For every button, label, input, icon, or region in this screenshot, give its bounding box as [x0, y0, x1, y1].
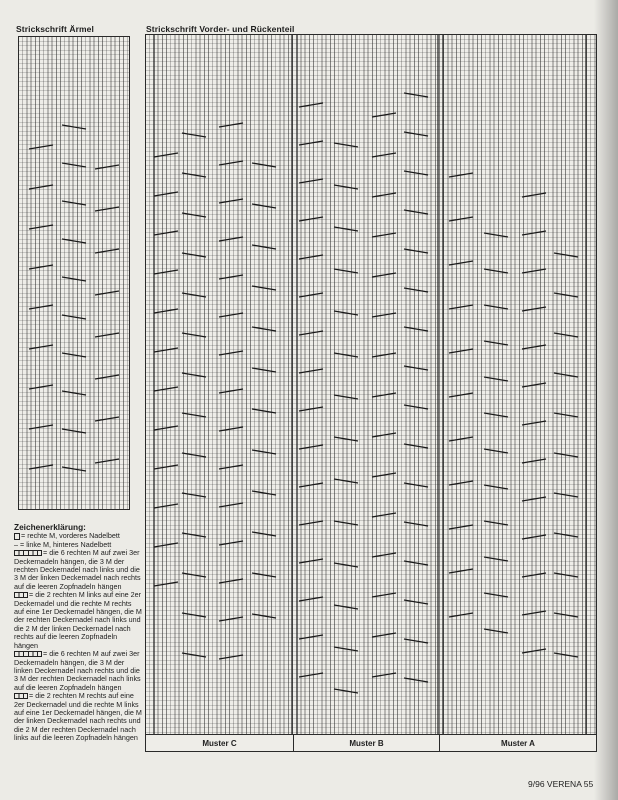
cable-cross-mark [95, 291, 119, 295]
cable-cross-mark [554, 373, 578, 377]
cable-cross-mark [334, 353, 358, 357]
cable-cross-mark [182, 533, 206, 537]
cable-cross-mark [299, 635, 323, 639]
cable-cross-mark [484, 269, 508, 273]
cable-cross-mark [182, 453, 206, 457]
cable-cross-mark [372, 553, 396, 557]
cable-cross-mark [95, 417, 119, 421]
cable-cross-mark [404, 249, 428, 253]
cable-cross-mark [219, 351, 243, 355]
cable-cross-mark [334, 521, 358, 525]
cable-cross-mark [554, 293, 578, 297]
cable-cross-mark [404, 405, 428, 409]
cable-cross-mark [449, 261, 473, 265]
cable-cross-mark [252, 163, 276, 167]
cable-cross-mark [95, 165, 119, 169]
cable-cross-mark [62, 239, 86, 243]
cable-cross-mark [299, 673, 323, 677]
cable-cross-mark [219, 199, 243, 203]
cable-cross-mark [449, 349, 473, 353]
cable-cross-mark [334, 605, 358, 609]
main-chart-title: Strickschrift Vorder- und Rückenteil [146, 24, 295, 34]
cable-cross-mark [299, 407, 323, 411]
cable-cross-mark [334, 143, 358, 147]
cable-cross-mark [29, 305, 53, 309]
cable-cross-mark [404, 288, 428, 292]
cable-cross-mark [404, 444, 428, 448]
cable-cross-mark [29, 385, 53, 389]
cable-cross-mark [95, 459, 119, 463]
cable-cross-mark [484, 341, 508, 345]
cable-cross-mark [449, 393, 473, 397]
cable-cross-mark [334, 311, 358, 315]
legend-entry: = die 2 rechten M rechts auf eine 2er Deckernadel und die rechte M links auf eine 1er Deckernadel hängen, die M der linken Deckernadel nach rechts und die 2 M der rechten Deckernadel nach links auf die leeren Zopfnadeln hängen [14, 691, 142, 743]
cable-cross-mark [299, 293, 323, 297]
cable-cross-mark [154, 465, 178, 469]
cable-cross-mark [334, 647, 358, 651]
cable-cross-mark [404, 561, 428, 565]
main-knitting-grid [145, 34, 597, 735]
cable-cross-mark [299, 559, 323, 563]
cable-cross-mark [522, 269, 546, 273]
cable-cross-mark [522, 459, 546, 463]
cable-cross-mark [62, 163, 86, 167]
cable-cross-mark [252, 327, 276, 331]
cable-cross-mark [299, 597, 323, 601]
cable-cross-mark [62, 277, 86, 281]
cable-cross-mark [154, 153, 178, 157]
cable-cross-mark [182, 173, 206, 177]
cable-cross-mark [95, 333, 119, 337]
cable-cross-mark [404, 483, 428, 487]
cable-cross-mark [29, 425, 53, 429]
panel-label-muster-c: Muster C [146, 735, 294, 751]
cable-cross-mark [95, 375, 119, 379]
cable-cross-mark [154, 270, 178, 274]
cable-cross-mark [484, 629, 508, 633]
cable-cross-mark [299, 521, 323, 525]
sleeve-cable-marks [19, 37, 129, 509]
cable-cross-mark [62, 201, 86, 205]
cable-cross-mark [522, 611, 546, 615]
cable-cross-mark [154, 231, 178, 235]
legend-heading: Zeichenerklärung: [14, 522, 86, 532]
cable-cross-mark [299, 255, 323, 259]
cable-cross-mark [372, 353, 396, 357]
cable-cross-mark [522, 421, 546, 425]
cable-cross-mark [182, 413, 206, 417]
cable-cross-mark [182, 653, 206, 657]
page-number: 9/96 VERENA 55 [528, 779, 594, 789]
cable-cross-mark [219, 541, 243, 545]
cable-cross-mark [154, 192, 178, 196]
cable-cross-mark [29, 185, 53, 189]
cable-cross-mark [449, 437, 473, 441]
cable-cross-mark [372, 113, 396, 117]
cable-cross-mark [334, 395, 358, 399]
cable-cross-mark [182, 253, 206, 257]
cable-cross-mark [372, 513, 396, 517]
cable-cross-mark [154, 582, 178, 586]
cable-cross-mark [522, 231, 546, 235]
panel-label-muster-b: Muster B [294, 735, 440, 751]
cable-cross-mark [299, 217, 323, 221]
cable-cross-mark [404, 132, 428, 136]
cable-cross-mark [299, 369, 323, 373]
cable-cross-mark [404, 678, 428, 682]
cable-cross-mark [219, 465, 243, 469]
legend-entry: = rechte M, vorderes Nadelbett [14, 532, 142, 540]
sleeve-chart-title: Strickschrift Ärmel [16, 24, 94, 34]
cable-cross-mark [522, 535, 546, 539]
cable-cross-mark [252, 245, 276, 249]
cable-cross-mark [154, 387, 178, 391]
cable-cross-mark [449, 217, 473, 221]
cable-cross-mark [299, 331, 323, 335]
cable-cross-mark [182, 293, 206, 297]
cable-cross-mark [554, 333, 578, 337]
cable-cross-mark [522, 497, 546, 501]
cable-cross-mark [62, 125, 86, 129]
cable-cross-mark [252, 409, 276, 413]
cable-cross-mark [372, 433, 396, 437]
cable-cross-mark [62, 391, 86, 395]
legend-entry: = die 6 rechten M auf zwei 3er Deckernadeln hängen, die 3 M der linken Deckernadel nach rechts und die 3 M der rechten Deckernadel nach links auf die leeren Zopfnadeln hängen [14, 649, 141, 692]
cable-cross-mark [554, 613, 578, 617]
cable-cross-mark [219, 617, 243, 621]
cable-cross-mark [62, 467, 86, 471]
cable-cross-mark [554, 653, 578, 657]
cable-cross-mark [522, 307, 546, 311]
cable-cross-mark [449, 305, 473, 309]
cable-cross-mark [252, 532, 276, 536]
cable-cross-mark [404, 366, 428, 370]
cable-cross-mark [554, 533, 578, 537]
cable-cross-mark [219, 427, 243, 431]
cable-cross-mark [334, 269, 358, 273]
cable-cross-mark [334, 227, 358, 231]
cable-cross-mark [372, 233, 396, 237]
cable-cross-mark [219, 579, 243, 583]
cable-cross-mark [484, 305, 508, 309]
cable-cross-mark [484, 233, 508, 237]
cable-cross-mark [334, 437, 358, 441]
cable-cross-mark [404, 639, 428, 643]
cable-cross-mark [219, 161, 243, 165]
cable-cross-mark [62, 429, 86, 433]
cable-cross-mark [449, 525, 473, 529]
cable-cross-mark [522, 573, 546, 577]
cable-cross-mark [449, 569, 473, 573]
cable-cross-mark [182, 493, 206, 497]
six-stitch-cable-reverse-symbol-icon [14, 651, 42, 657]
cable-cross-mark [522, 383, 546, 387]
cable-cross-mark [449, 613, 473, 617]
cable-cross-mark [449, 481, 473, 485]
cable-cross-mark [449, 173, 473, 177]
cable-cross-mark [404, 210, 428, 214]
cable-cross-mark [219, 655, 243, 659]
cable-cross-mark [372, 473, 396, 477]
main-cable-marks [146, 35, 596, 734]
cable-cross-mark [219, 313, 243, 317]
cable-cross-mark [219, 389, 243, 393]
sleeve-knitting-grid [18, 36, 130, 510]
cable-cross-mark [252, 286, 276, 290]
legend-entry: – = linke M, hinteres Nadelbett [14, 539, 112, 549]
cable-cross-mark [554, 493, 578, 497]
three-stitch-cable-symbol-icon [14, 592, 28, 598]
cable-cross-mark [334, 563, 358, 567]
symbol-legend [14, 523, 142, 743]
cable-cross-mark [154, 309, 178, 313]
cable-cross-mark [522, 649, 546, 653]
cable-cross-mark [154, 426, 178, 430]
cable-cross-mark [372, 673, 396, 677]
cable-cross-mark [252, 204, 276, 208]
cable-cross-mark [154, 504, 178, 508]
cable-cross-mark [484, 521, 508, 525]
cable-cross-mark [372, 193, 396, 197]
cable-cross-mark [182, 613, 206, 617]
cable-cross-mark [484, 413, 508, 417]
cable-cross-mark [182, 333, 206, 337]
cable-cross-mark [95, 249, 119, 253]
cable-cross-mark [299, 179, 323, 183]
cable-cross-mark [372, 273, 396, 277]
cable-cross-mark [252, 450, 276, 454]
cable-cross-mark [404, 327, 428, 331]
pattern-panel-labels [145, 735, 597, 752]
cable-cross-mark [219, 503, 243, 507]
cable-cross-mark [29, 345, 53, 349]
cable-cross-mark [154, 543, 178, 547]
cable-cross-mark [554, 453, 578, 457]
cable-cross-mark [29, 465, 53, 469]
cable-cross-mark [522, 193, 546, 197]
six-stitch-cable-symbol-icon [14, 550, 42, 556]
cable-cross-mark [372, 313, 396, 317]
cable-cross-mark [554, 573, 578, 577]
cable-cross-mark [252, 491, 276, 495]
cable-cross-mark [334, 479, 358, 483]
cable-cross-mark [484, 377, 508, 381]
cable-cross-mark [404, 600, 428, 604]
cable-cross-mark [299, 445, 323, 449]
cable-cross-mark [252, 573, 276, 577]
cable-cross-mark [404, 171, 428, 175]
cable-cross-mark [182, 573, 206, 577]
cable-cross-mark [62, 315, 86, 319]
cable-cross-mark [62, 353, 86, 357]
cable-cross-mark [299, 103, 323, 107]
cable-cross-mark [29, 265, 53, 269]
cable-cross-mark [182, 373, 206, 377]
cable-cross-mark [252, 614, 276, 618]
cable-cross-mark [404, 522, 428, 526]
cable-cross-mark [29, 225, 53, 229]
cable-cross-mark [182, 133, 206, 137]
three-stitch-cable-reverse-symbol-icon [14, 693, 28, 699]
cable-cross-mark [219, 123, 243, 127]
page-edge-shadow [594, 0, 618, 800]
legend-entry: = die 6 rechten M auf zwei 3er Deckernadeln hängen, die 3 M der rechten Deckernadel nach links und die 3 M der linken Deckernadel nach rechts auf die leeren Zopfnadeln hängen [14, 548, 141, 591]
cable-cross-mark [299, 483, 323, 487]
cable-cross-mark [372, 593, 396, 597]
cable-cross-mark [484, 593, 508, 597]
cable-cross-mark [154, 348, 178, 352]
cable-cross-mark [252, 368, 276, 372]
cable-cross-mark [372, 633, 396, 637]
cable-cross-mark [219, 275, 243, 279]
legend-entry: = die 2 rechten M links auf eine 2er Deckernadel und die rechte M rechts auf eine 1er Deckernadel hängen, die M der rechten Deckernadel nach links und die 2 M der linken Deckernadel nach rechts auf die leeren Zopfnadeln hängen [14, 590, 142, 650]
cable-cross-mark [95, 207, 119, 211]
panel-label-muster-a: Muster A [501, 738, 535, 748]
cable-cross-mark [372, 153, 396, 157]
cable-cross-mark [484, 449, 508, 453]
cable-cross-mark [334, 689, 358, 693]
cable-cross-mark [334, 185, 358, 189]
cable-cross-mark [484, 557, 508, 561]
cable-cross-mark [522, 345, 546, 349]
cable-cross-mark [299, 141, 323, 145]
cable-cross-mark [219, 237, 243, 241]
cable-cross-mark [554, 253, 578, 257]
cable-cross-mark [554, 413, 578, 417]
cable-cross-mark [29, 145, 53, 149]
cable-cross-mark [182, 213, 206, 217]
cable-cross-mark [404, 93, 428, 97]
cable-cross-mark [484, 485, 508, 489]
cable-cross-mark [372, 393, 396, 397]
